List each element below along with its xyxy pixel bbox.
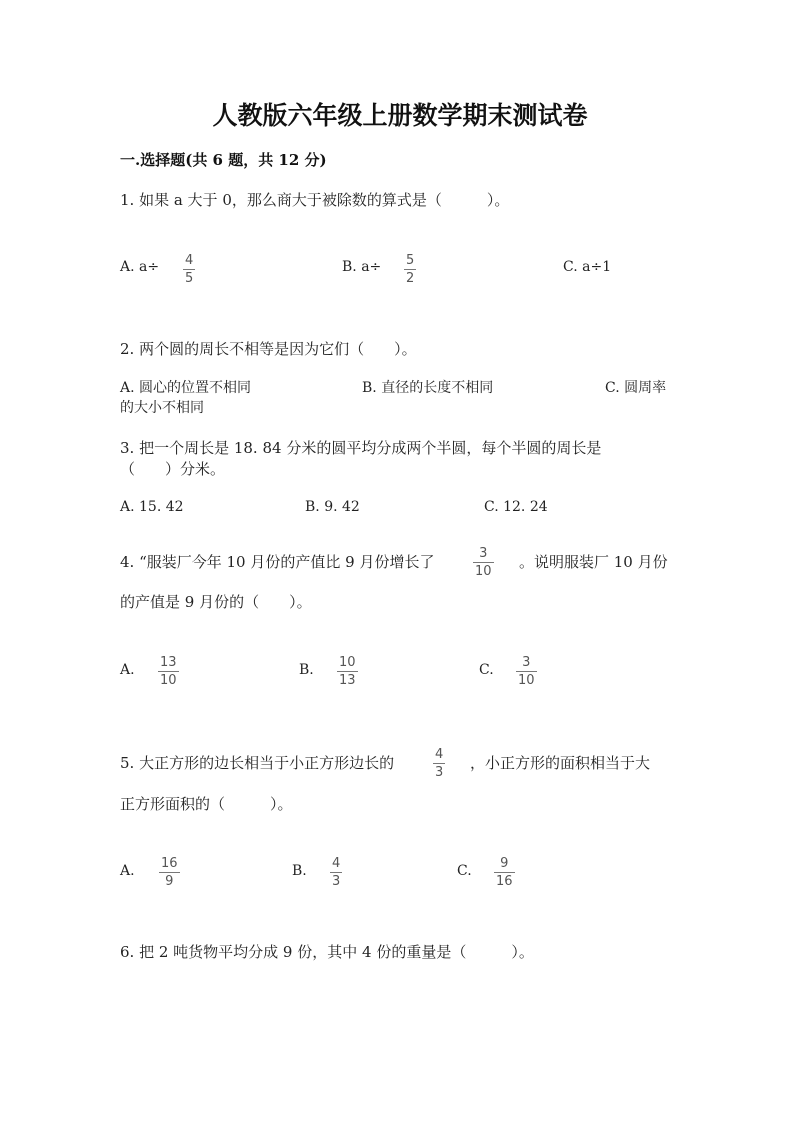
question-4-line-1b: 。说明服装厂 10 月份 bbox=[519, 553, 668, 571]
question-1-text: 1. 如果 a 大于 0，那么商大于被除数的算式是（ ）。 bbox=[120, 191, 510, 209]
q3-option-b: B. 9. 42 bbox=[305, 499, 360, 515]
q5-option-a-label: A. bbox=[120, 863, 135, 879]
numerator: 4 bbox=[185, 253, 194, 268]
numerator: 13 bbox=[160, 655, 177, 670]
q5-option-b-fraction bbox=[330, 856, 342, 889]
q1-option-b-label: B. a÷ bbox=[342, 259, 382, 275]
numerator: 3 bbox=[522, 655, 531, 670]
denominator: 10 bbox=[475, 564, 492, 579]
q4-option-c-fraction bbox=[516, 655, 537, 688]
q2-option-b: B. 直径的长度不相同 bbox=[362, 380, 494, 396]
q4-option-a-label: A. bbox=[120, 662, 135, 678]
denominator: 10 bbox=[160, 673, 177, 688]
q1-option-c: C. a÷1 bbox=[563, 259, 612, 275]
denominator: 2 bbox=[406, 271, 415, 286]
q5-option-b-label: B. bbox=[292, 863, 307, 879]
denominator: 3 bbox=[332, 874, 341, 889]
denominator: 10 bbox=[518, 673, 535, 688]
numerator: 3 bbox=[479, 546, 488, 561]
q3-option-a: A. 15. 42 bbox=[120, 499, 184, 515]
question-4-line-2: 的产值是 9 月份的（ ）。 bbox=[120, 593, 312, 611]
denominator: 13 bbox=[339, 673, 356, 688]
q2-option-a: A. 圆心的位置不相同 bbox=[120, 380, 252, 396]
q3-option-c: C. 12. 24 bbox=[484, 499, 548, 515]
q4-inline-fraction bbox=[473, 546, 494, 579]
question-5-line-1b: ，小正方形的面积相当于大 bbox=[470, 754, 651, 772]
question-2-text: 2. 两个圆的周长不相等是因为它们（ ）。 bbox=[120, 340, 417, 358]
question-3-line-1: 3. 把一个周长是 18. 84 分米的圆平均分成两个半圆，每个半圆的周长是 bbox=[120, 439, 602, 457]
question-4-line-1a: 4. “服装厂今年 10 月份的产值比 9 月份增长了 bbox=[120, 553, 435, 571]
page-title: 人教版六年级上册数学期末测试卷 bbox=[212, 101, 588, 130]
q4-option-a-fraction bbox=[158, 655, 179, 688]
q5-option-a-fraction bbox=[159, 856, 180, 889]
q4-option-c-label: C. bbox=[479, 662, 494, 678]
q1-option-a-fraction bbox=[183, 253, 195, 286]
q2-option-c: C. 圆周率 bbox=[605, 380, 667, 396]
question-5-line-1a: 5. 大正方形的边长相当于小正方形边长的 bbox=[120, 754, 395, 772]
question-3-line-2: （ ）分米。 bbox=[120, 460, 226, 478]
denominator: 16 bbox=[496, 874, 513, 889]
numerator: 4 bbox=[435, 747, 444, 762]
q5-inline-fraction bbox=[433, 747, 445, 780]
numerator: 16 bbox=[161, 856, 178, 871]
question-6-text: 6. 把 2 吨货物平均分成 9 份，其中 4 份的重量是（ ）。 bbox=[120, 943, 534, 961]
denominator: 9 bbox=[165, 874, 174, 889]
numerator: 9 bbox=[500, 856, 509, 871]
question-5-line-2: 正方形面积的（ ）。 bbox=[120, 795, 293, 813]
numerator: 4 bbox=[332, 856, 341, 871]
section-heading: 一.选择题(共 6 题，共 12 分) bbox=[120, 151, 327, 169]
numerator: 5 bbox=[406, 253, 415, 268]
q5-option-c-fraction bbox=[494, 856, 515, 889]
denominator: 3 bbox=[435, 765, 444, 780]
denominator: 5 bbox=[185, 271, 194, 286]
q4-option-b-fraction bbox=[337, 655, 358, 688]
q5-option-c-label: C. bbox=[457, 863, 472, 879]
numerator: 10 bbox=[339, 655, 356, 670]
q1-option-b-fraction bbox=[404, 253, 416, 286]
q4-option-b-label: B. bbox=[299, 662, 314, 678]
q2-option-c-continued: 的大小不相同 bbox=[120, 400, 204, 416]
q1-option-a-label: A. a÷ bbox=[120, 259, 160, 275]
